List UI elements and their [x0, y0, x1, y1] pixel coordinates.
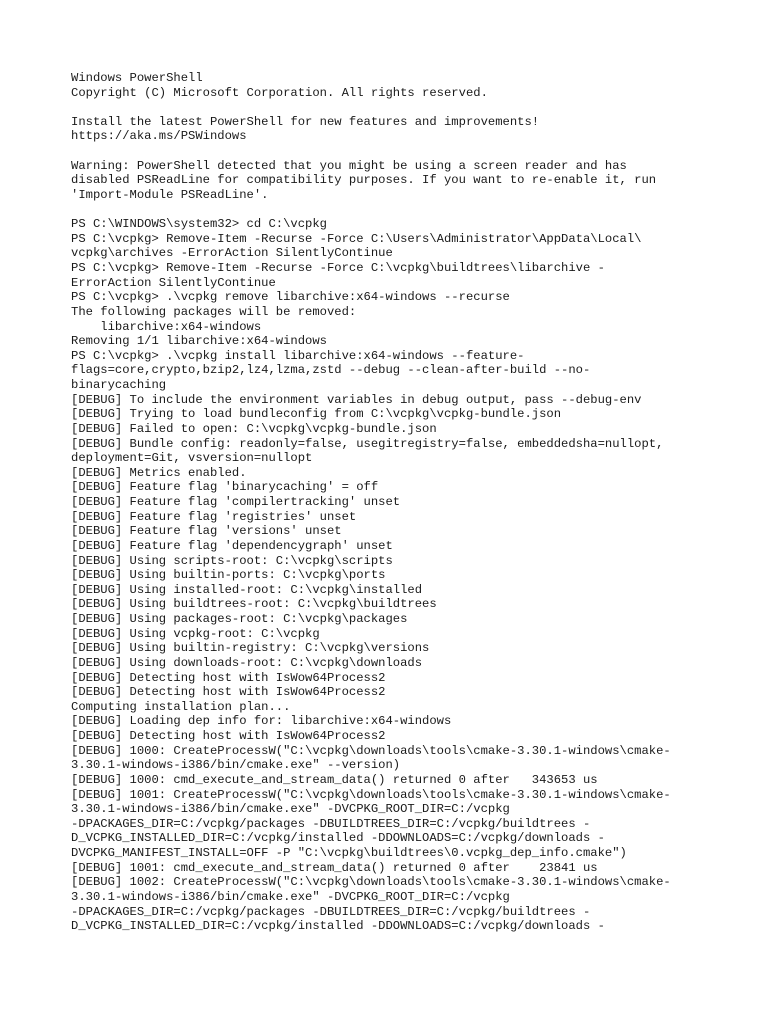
- terminal-line: [71, 203, 751, 218]
- terminal-line: [DEBUG] To include the environment variables in debug output, pass --debug-env: [71, 392, 642, 407]
- terminal-line: [DEBUG] Feature flag 'dependencygraph' unset: [71, 538, 393, 553]
- terminal-line: [DEBUG] Feature flag 'compilertracking' unset: [71, 495, 401, 510]
- terminal-line: -DPACKAGES_DIR=C:/vcpkg/packages -DBUILDTREES_DIR=C:/vcpkg/buildtrees -: [71, 904, 591, 919]
- terminal-line: Computing installation plan...: [71, 699, 291, 714]
- terminal-line: [DEBUG] 1001: cmd_execute_and_stream_data() returned 0 after 23841 us: [71, 860, 598, 875]
- terminal-line: 3.30.1-windows-i386/bin/cmake.exe" -DVCPKG_ROOT_DIR=C:/vcpkg: [71, 889, 510, 904]
- terminal-line: [DEBUG] 1000: cmd_execute_and_stream_data() returned 0 after 343653 us: [71, 772, 598, 787]
- terminal-line: [DEBUG] Using downloads-root: C:\vcpkg\downloads: [71, 655, 423, 670]
- terminal-line: [DEBUG] 1001: CreateProcessW("C:\vcpkg\downloads\tools\cmake-3.30.1-windows\cmake-: [71, 787, 671, 802]
- terminal-line: [DEBUG] Using builtin-ports: C:\vcpkg\ports: [71, 568, 386, 583]
- terminal-line: [DEBUG] Using scripts-root: C:\vcpkg\scripts: [71, 553, 393, 568]
- terminal-line: PS C:\vcpkg> Remove-Item -Recurse -Force C:\vcpkg\buildtrees\libarchive -: [71, 261, 605, 276]
- terminal-line: PS C:\WINDOWS\system32> cd C:\vcpkg: [71, 217, 327, 232]
- terminal-line: libarchive:x64-windows: [71, 319, 262, 334]
- terminal-line: [DEBUG] Detecting host with IsWow64Process2: [71, 670, 386, 685]
- terminal-line: D_VCPKG_INSTALLED_DIR=C:/vcpkg/installed -DDOWNLOADS=C:/vcpkg/downloads -: [71, 919, 605, 934]
- terminal-line: [DEBUG] Using buildtrees-root: C:\vcpkg\buildtrees: [71, 597, 437, 612]
- terminal-line: The following packages will be removed:: [71, 304, 357, 319]
- terminal-line: [DEBUG] Bundle config: readonly=false, usegitregistry=false, embeddedsha=nullopt,: [71, 436, 664, 451]
- terminal-line: Windows PowerShell: [71, 71, 203, 85]
- terminal-line: deployment=Git, vsversion=nullopt: [71, 451, 313, 466]
- terminal-line: vcpkg\archives -ErrorAction SilentlyContinue: [71, 246, 393, 261]
- terminal-line: -DPACKAGES_DIR=C:/vcpkg/packages -DBUILDTREES_DIR=C:/vcpkg/buildtrees -: [71, 816, 591, 831]
- terminal-line: [DEBUG] Using vcpkg-root: C:\vcpkg: [71, 626, 320, 641]
- terminal-line: [DEBUG] Trying to load bundleconfig from C:\vcpkg\vcpkg-bundle.json: [71, 407, 562, 422]
- terminal-line: Warning: PowerShell detected that you might be using a screen reader and has: [71, 158, 627, 173]
- terminal-line: [DEBUG] Detecting host with IsWow64Process2: [71, 729, 386, 744]
- terminal-line: [DEBUG] Using builtin-registry: C:\vcpkg\versions: [71, 641, 430, 656]
- terminal-line: [DEBUG] Feature flag 'registries' unset: [71, 509, 357, 524]
- terminal-line: Install the latest PowerShell for new features and improvements!: [71, 114, 540, 129]
- terminal-output[interactable]: [71, 71, 751, 934]
- terminal-line: binarycaching: [71, 378, 167, 393]
- terminal-line: [DEBUG] Detecting host with IsWow64Process2: [71, 685, 386, 700]
- terminal-line: [DEBUG] Feature flag 'binarycaching' = off: [71, 480, 379, 495]
- terminal-line: [DEBUG] 1002: CreateProcessW("C:\vcpkg\downloads\tools\cmake-3.30.1-windows\cmake-: [71, 875, 671, 890]
- terminal-line: DVCPKG_MANIFEST_INSTALL=OFF -P "C:\vcpkg\buildtrees\0.vcpkg_dep_info.cmake"): [71, 846, 627, 861]
- terminal-line: [DEBUG] Metrics enabled.: [71, 465, 247, 480]
- terminal-line: flags=core,crypto,bzip2,lz4,lzma,zstd --debug --clean-after-build --no-: [71, 363, 591, 378]
- terminal-line: D_VCPKG_INSTALLED_DIR=C:/vcpkg/installed -DDOWNLOADS=C:/vcpkg/downloads -: [71, 831, 605, 846]
- terminal-line: PS C:\vcpkg> .\vcpkg install libarchive:x64-windows --feature-: [71, 348, 525, 363]
- terminal-line: [DEBUG] Feature flag 'versions' unset: [71, 524, 342, 539]
- terminal-line: [71, 100, 751, 115]
- terminal-line: Removing 1/1 libarchive:x64-windows: [71, 334, 327, 349]
- terminal-line: 'Import-Module PSReadLine'.: [71, 187, 269, 202]
- terminal-line: [DEBUG] Loading dep info for: libarchive:x64-windows: [71, 714, 452, 729]
- terminal-line: PS C:\vcpkg> .\vcpkg remove libarchive:x64-windows --recurse: [71, 290, 510, 305]
- terminal-line: Copyright (C) Microsoft Corporation. All rights reserved.: [71, 85, 488, 100]
- terminal-line: [71, 144, 751, 159]
- terminal-line: disabled PSReadLine for compatibility purposes. If you want to re-enable it, run: [71, 173, 657, 188]
- terminal-line: [DEBUG] Failed to open: C:\vcpkg\vcpkg-bundle.json: [71, 421, 437, 436]
- terminal-line: [DEBUG] Using installed-root: C:\vcpkg\installed: [71, 582, 423, 597]
- terminal-line: 3.30.1-windows-i386/bin/cmake.exe" -DVCPKG_ROOT_DIR=C:/vcpkg: [71, 802, 510, 817]
- terminal-line: [DEBUG] 1000: CreateProcessW("C:\vcpkg\downloads\tools\cmake-3.30.1-windows\cmake-: [71, 743, 671, 758]
- terminal-line: ErrorAction SilentlyContinue: [71, 275, 276, 290]
- terminal-line: PS C:\vcpkg> Remove-Item -Recurse -Force C:\Users\Administrator\AppData\Local\: [71, 231, 642, 246]
- terminal-line: [DEBUG] Using packages-root: C:\vcpkg\packages: [71, 612, 408, 627]
- terminal-line: 3.30.1-windows-i386/bin/cmake.exe" --version): [71, 758, 401, 773]
- terminal-line: https://aka.ms/PSWindows: [71, 129, 247, 144]
